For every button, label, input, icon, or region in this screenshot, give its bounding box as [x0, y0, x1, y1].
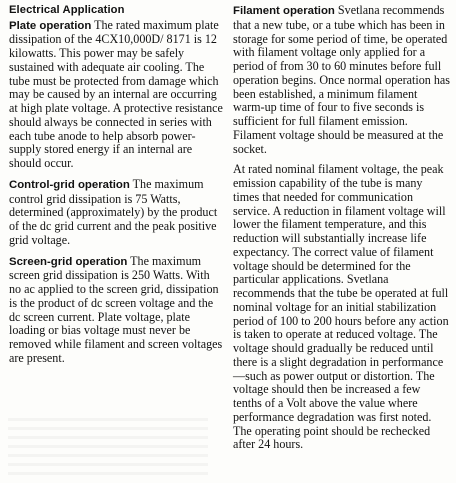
paragraph-body: The maximum control grid dissipation is 75 Watts, determined (approximately) by the product of the dc grid current and the peak positive grid voltage. — [9, 176, 218, 247]
left-column — [9, 4, 223, 366]
paragraph-control-grid-operation — [9, 178, 223, 248]
show-through-background — [8, 418, 208, 478]
right-column — [233, 4, 451, 452]
section-heading: Electrical Application — [9, 4, 125, 16]
paragraph-screen-grid-operation — [9, 255, 223, 366]
paragraph-plate-operation — [9, 19, 223, 171]
paragraph-filament-operation — [233, 4, 451, 156]
paragraph-lead: Filament operation — [233, 5, 335, 17]
paragraph-lead: Screen-grid operation — [9, 255, 128, 268]
paragraph-body: The maximum screen grid dissipation is 250 Watts. With no ac applied to the screen grid, dissipation is the product of dc screen voltage and the dc screen current. Plate voltage, plate loading or bias voltage must never be removed while filament and screen voltages are present. — [9, 253, 223, 365]
paragraph-body: The rated maximum plate dissipation of the 4CX10,000D/ 8171 is 12 kilowatts. This power may be safely sustained with adequate air cooling. The tube must be protected from damage which may be caused by an internal are occurring at high plate voltage. A protective resistance should always be connected in series with each tube anode to help absorb power-supply stored energy if an internal are should occur. — [9, 17, 223, 171]
paragraph-lead: Plate operation — [9, 19, 92, 32]
paragraph-filament-voltage — [233, 163, 451, 452]
paragraph-lead: Control-grid operation — [9, 178, 130, 191]
paragraph-body: Svetlana recommends that a new tube, or a tube which has been in storage for some period of time, be operated with filament voltage only applied for a period of from 30 to 60 minutes before full operation begins. Once normal operation has been established, a minimum filament warm-up time of four to five seconds is sufficient for full filament emission. Filament voltage should be measured at the socket. — [233, 3, 450, 156]
paragraph-body: At rated nominal filament voltage, the peak emission capability of the tube is many times that needed for communication service. A reduction in filament voltage will lower the filament temperature, and this reduction will substantially increase life expectancy. The correct value of filament voltage should be determined for the particular applications. Svetlana recommends that the tube be operated at full nominal voltage for an initial stabilization period of 100 to 200 hours before any action is taken to operate at reduced voltage. The voltage should gradually be reduced until there is a slight degradation in performance—such as power output or distortion. The voltage should then be increased a few tenths of a Volt above the value where performance degradation was first noted. The operating point should be rechecked after 24 hours. — [233, 162, 449, 452]
